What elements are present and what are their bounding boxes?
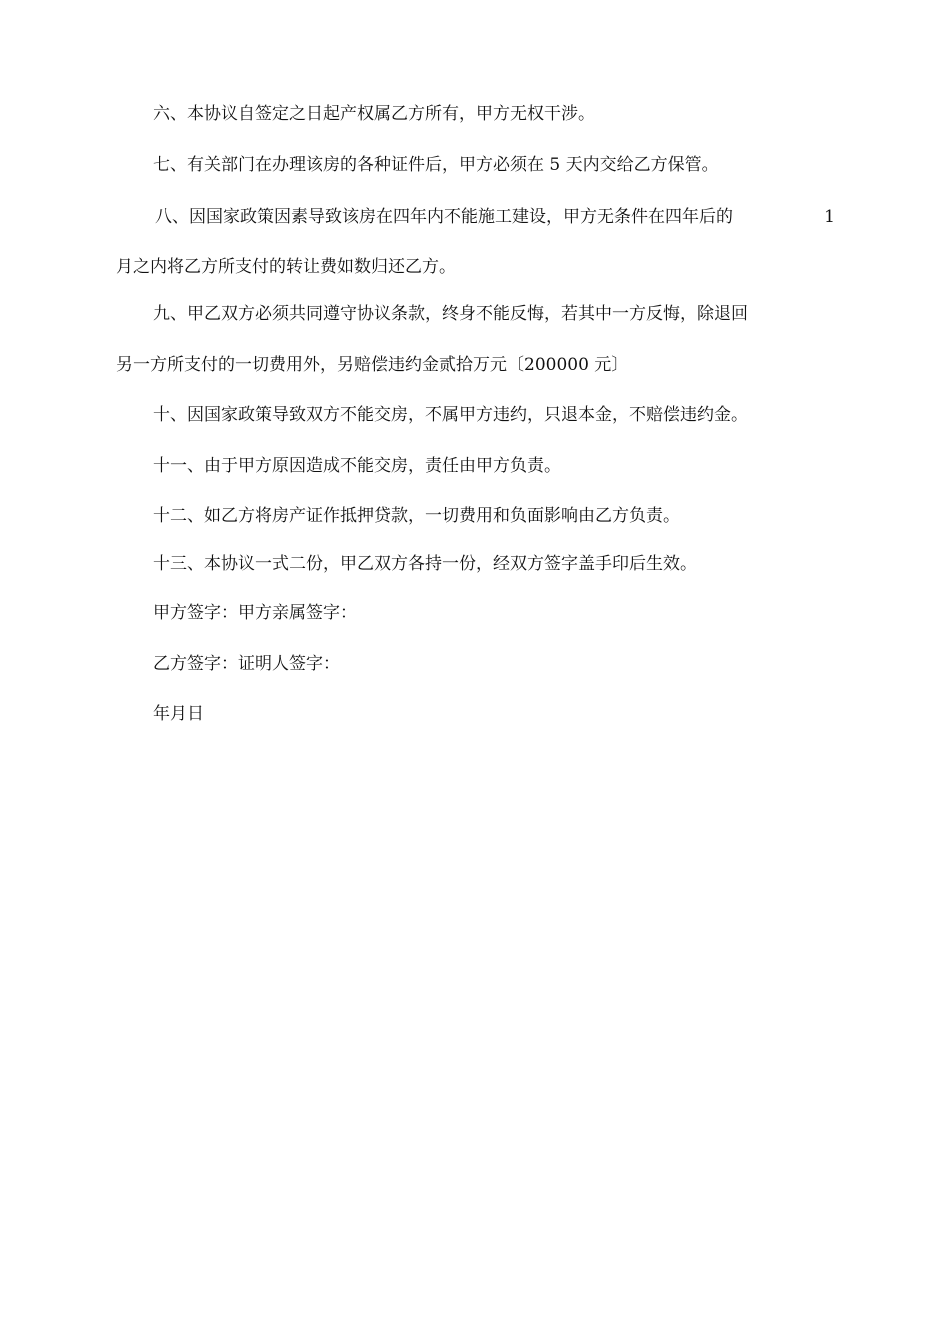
clause-13: 十三、本协议一式二份，甲乙双方各持一份，经双方签字盖手印后生效。	[153, 554, 697, 574]
clause-12: 十二、如乙方将房产证作抵押贷款，一切费用和负面影响由乙方负责。	[153, 506, 680, 526]
signature-party-a: 甲方签字：甲方亲属签字：	[153, 603, 357, 623]
clause-7: 七、有关部门在办理该房的各种证件后，甲方必须在 5 天内交给乙方保管。	[153, 155, 719, 175]
clause-11: 十一、由于甲方原因造成不能交房，责任由甲方负责。	[153, 456, 561, 476]
clause-8-number: 1	[824, 207, 835, 227]
clause-8-text: 八、因国家政策因素导致该房在四年内不能施工建设，甲方无条件在四年后的	[155, 207, 733, 227]
clause-8-line-2: 月之内将乙方所支付的转让费如数归还乙方。	[116, 257, 456, 277]
clause-6: 六、本协议自签定之日起产权属乙方所有，甲方无权干涉。	[153, 104, 595, 124]
clause-9-line-1: 九、甲乙双方必须共同遵守协议条款，终身不能反悔，若其中一方反悔，除退回	[153, 304, 748, 324]
date-line: 年月日	[153, 704, 204, 724]
clause-8-line-1	[155, 205, 835, 229]
clause-10: 十、因国家政策导致双方不能交房，不属甲方违约，只退本金，不赔偿违约金。	[153, 405, 748, 425]
signature-party-b: 乙方签字：证明人签字：	[153, 654, 340, 674]
clause-9-line-2: 另一方所支付的一切费用外，另赔偿违约金贰拾万元〔200000 元〕	[116, 355, 629, 375]
